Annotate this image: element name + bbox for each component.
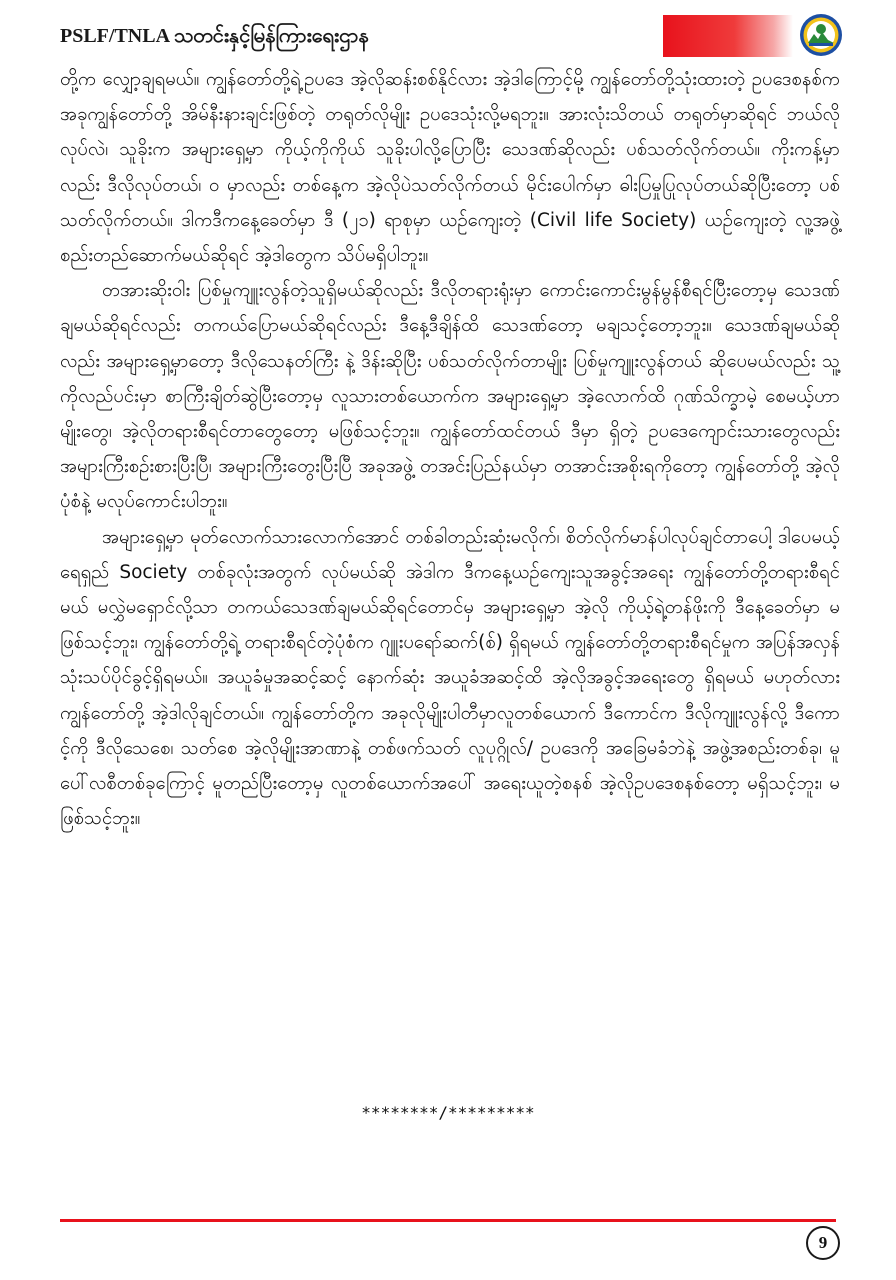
paragraph: တအားဆိုးဝါး ပြစ်မှုကျူးလွန်တဲ့သူရှိမယ်ဆိုလည်း ဒီလိုတရားရုံးမှာ ကောင်းကောင်းမွန်မွန်စီရင်ပြီးတော့မှ သေဒဏ်ချမယ်ဆိုရင်လည်း တကယ်ပြောမယ်ဆိုရင်လည်း ဒီနေ့ဒီချိန်ထိ သေဒဏ်တော့ မချသင့်တော့ဘူး။ သေဒဏ်ချမယ်ဆိုလည်း အများရှေ့မှာတော့ ဒီလိုသေနတ်ကြီး နဲ့ ဒိန်းဆိုပြီး ပစ်သတ်လိုက်တာမျိုး ပြစ်မှုကျူးလွန်တယ် ဆိုပေမယ်လည်း သူ့ကိုလည်ပင်းမှာ စာကြီးချိတ်ဆွဲပြီးတော့မှ လူသားတစ်ယောက်က အများရှေ့မှာ အဲ့လောက်ထိ ဂုဏ်သိက္ခာမဲ့ စေမယ့်ဟာမျိုးတွေ၊ အဲ့လိုတရားစီရင်တာတွေတော့ မဖြစ်သင့်ဘူး။ ကျွန်တော်ထင်တယ် ဒီမှာ ရှိတဲ့ ဥပဒေကျောင်းသားတွေလည်း အများကြီးစဉ်းစားပြီးပြီ၊ အများကြီးတွေးပြီးပြီ အခုအဖွဲ့ တအင်းပြည်နယ်မှာ တအာင်းအစိုးရကိုတော့ ကျွန်တော်တို့ အဲ့လိုပုံစံနဲ့ မလုပ်ကောင်းပါဘူး။ <box>60 280 840 513</box>
page-header <box>0 0 896 70</box>
article-body <box>60 62 840 836</box>
header-accent-bar <box>663 15 793 57</box>
section-separator: ********/********* <box>361 1103 535 1122</box>
footer-rule <box>60 1219 836 1222</box>
pslf-emblem-icon <box>799 13 843 57</box>
page-number: 9 <box>806 1226 840 1260</box>
paragraph: အများရှေ့မှာ မုတ်လောက်သားလောက်အောင် တစ်ခါတည်းဆုံးမလိုက်၊ စိတ်လိုက်မာန်ပါလုပ်ချင်တာပေါ့ ဒါပေမယ့် ရေရှည် Society တစ်ခုလုံးအတွက် လုပ်မယ်ဆို အဲဒါက ဒီကနေ့ယဉ်ကျေးသူအခွင့်အရေး ကျွန်တော်တို့တရားစီရင်မယ် မလွှဲမရှောင်လို့သာ တကယ်သေဒဏ်ချမယ်ဆိုရင်တောင်မှ အများရှေ့မှာ အဲ့လို ကိုယ့်ရဲ့တန်ဖိုးကို ဒီနေ့ခေတ်မှာ မဖြစ်သင့်ဘူး၊ ကျွန်တော်တို့ရဲ့ တရားစီရင်တဲ့ပုံစံက ဂျူးပရော်ဆက်(စ်) ရှိရမယ် ကျွန်တော်တို့တရားစီရင်မှုက အပြန်အလှန် သုံးသပ်ပိုင်ခွင့်ရှိရမယ်။ အယူခံမှုအဆင့်ဆင့် နောက်ဆုံး အယူခံအဆင့်ထိ အဲ့လိုအခွင့်အရေးတွေ ရှိရမယ် မဟုတ်လား ကျွန်တော်တို့ အဲ့ဒါလိုချင်တယ်။ ကျွန်တော်တို့က အခုလိုမျိုးပါတီမှာလူတစ်ယောက် ဒီကောင်က ဒီလိုကျူးလွန်လို့ ဒီကောင့်ကို ဒီလိုသေစေ၊ သတ်စေ အဲ့လိုမျိုးအာဏာနဲ့ တစ်ဖက်သတ် လူပုဂ္ဂိုလ်/ ဥပဒေကို အခြေမခံဘဲနဲ့ အဖွဲ့အစည်းတစ်ခု၊ မူပေါ်လစီတစ်ခုကြောင့် မူတည်ပြီးတော့မှ လူတစ်ယောက်အပေါ် အရေးယူတဲ့စနစ် အဲ့လိုဥပဒေစနစ်တော့ မရှိသင့်ဘူး၊ မဖြစ်သင့်ဘူး။ <box>60 526 840 830</box>
paragraph: တို့က လျှော့ချရမယ်။ ကျွန်တော်တို့ရဲ့ဥပဒေ အဲ့လိုဆန်းစစ်နိုင်လား အဲ့ဒါကြောင့်မို့ ကျွန်တော်တို့သုံးထားတဲ့ ဥပဒေစနစ်က အခုကျွန်တော်တို့ အိမ်နီးနားချင်းဖြစ်တဲ့ တရုတ်လိုမျိုး ဥပဒေသုံးလို့မရဘူး။ အားလုံးသိတယ် တရုတ်မှာဆိုရင် ဘယ်လိုလုပ်လဲ၊ သူခိုးက အများရှေ့မှာ ကိုယ့်ကိုကိုယ် သူခိုးပါလို့ပြောပြီး သေဒဏ်ဆိုလည်း ပစ်သတ်လိုက်တယ်။ ကိုးကန့်မှာလည်း ဒီလိုလုပ်တယ်၊ ဝ မှာလည်း တစ်နေ့က အဲ့လိုပဲသတ်လိုက်တယ် မိုင်းပေါက်မှာ ဓါးပြမှုပြုလုပ်တယ်ဆိုပြီးတော့ ပစ်သတ်လိုက်တယ်။ ဒါကဒီကနေ့ခေတ်မှာ ဒီ (၂၁) ရာစုမှာ ယဉ်ကျေးတဲ့ (Civil life Society) ယဉ်ကျေးတဲ့ လူ့အဖွဲ့စည်းတည်ဆောက်မယ်ဆိုရင် အဲ့ဒါတွေက သိပ်မရှိပါဘူး။ <box>60 69 840 267</box>
header-title: PSLF/TNLA သတင်းနှင့်မြန်ကြားရေးဌာန <box>60 25 369 47</box>
